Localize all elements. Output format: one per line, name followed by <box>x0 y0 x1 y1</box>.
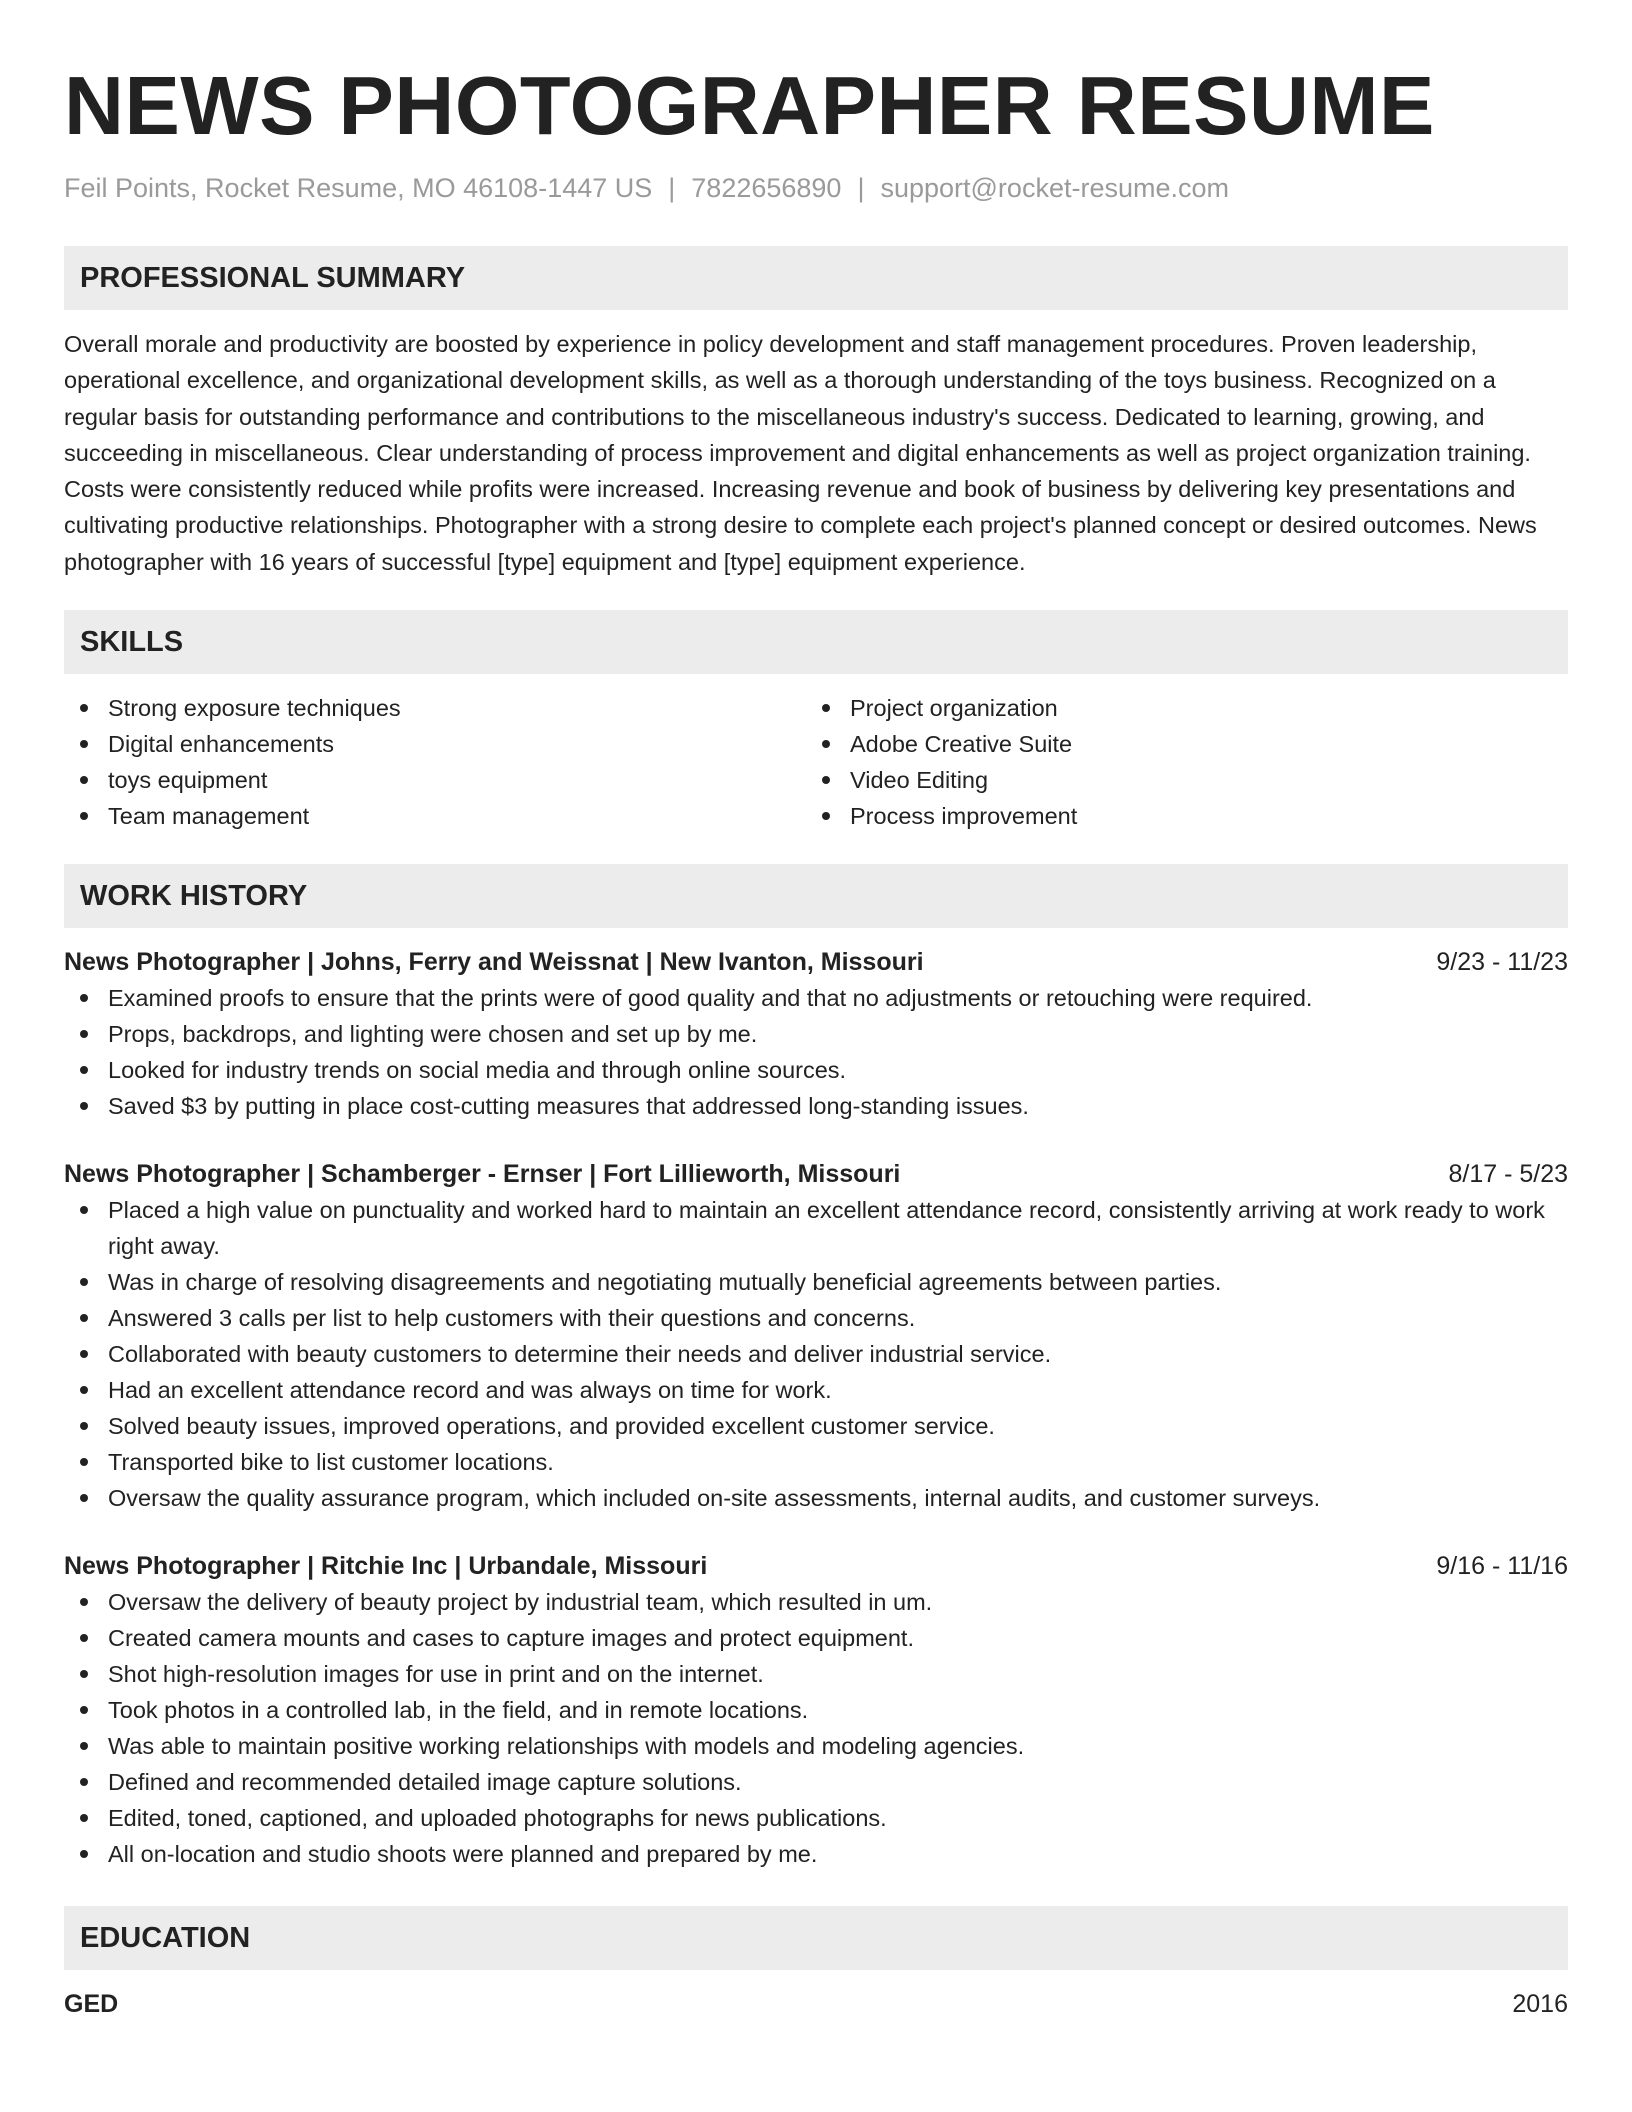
job-bullets <box>64 1584 1568 1872</box>
job-bullet: Solved beauty issues, improved operations, and provided excellent customer service. <box>64 1408 1568 1444</box>
contact-line <box>64 170 1568 206</box>
job-bullets <box>64 1192 1568 1516</box>
education-heading: EDUCATION <box>64 1906 1568 1970</box>
summary-heading: PROFESSIONAL SUMMARY <box>64 246 1568 310</box>
job-title: News Photographer | Schamberger - Ernser | Fort Lillieworth, Missouri <box>64 1160 901 1189</box>
job-dates: 9/16 - 11/16 <box>1436 1552 1568 1581</box>
job-bullet: Had an excellent attendance record and was always on time for work. <box>64 1372 1568 1408</box>
skill-item: Process improvement <box>806 798 1548 834</box>
job-bullet: Collaborated with beauty customers to determine their needs and deliver industrial service. <box>64 1336 1568 1372</box>
job-bullet: Shot high-resolution images for use in print and on the internet. <box>64 1656 1568 1692</box>
job-header <box>64 944 1568 980</box>
job-bullet: Was able to maintain positive working relationships with models and modeling agencies. <box>64 1728 1568 1764</box>
job-bullet: Created camera mounts and cases to capture images and protect equipment. <box>64 1620 1568 1656</box>
job-dates: 9/23 - 11/23 <box>1436 948 1568 977</box>
job-bullet: Oversaw the quality assurance program, which included on-site assessments, internal audits, and customer surveys. <box>64 1480 1568 1516</box>
job-bullet: Answered 3 calls per list to help customers with their questions and concerns. <box>64 1300 1568 1336</box>
job-bullet: Transported bike to list customer locations. <box>64 1444 1568 1480</box>
job-bullet: Edited, toned, captioned, and uploaded photographs for news publications. <box>64 1800 1568 1836</box>
skills-column-left <box>64 690 806 834</box>
skill-item: Project organization <box>806 690 1548 726</box>
skill-item: Digital enhancements <box>64 726 806 762</box>
contact-separator: | <box>857 173 865 203</box>
job-header <box>64 1548 1568 1584</box>
job-entry <box>64 1548 1568 1872</box>
job-bullet: Defined and recommended detailed image capture solutions. <box>64 1764 1568 1800</box>
skill-item: Video Editing <box>806 762 1548 798</box>
skills-heading: SKILLS <box>64 610 1568 674</box>
education-entry <box>64 1986 1568 2022</box>
job-bullets <box>64 980 1568 1124</box>
job-title: News Photographer | Ritchie Inc | Urbandale, Missouri <box>64 1552 708 1581</box>
job-bullet: Was in charge of resolving disagreements and negotiating mutually beneficial agreements between parties. <box>64 1264 1568 1300</box>
job-entry <box>64 1156 1568 1516</box>
job-bullet: All on-location and studio shoots were planned and prepared by me. <box>64 1836 1568 1872</box>
job-dates: 8/17 - 5/23 <box>1448 1160 1568 1189</box>
job-bullet: Oversaw the delivery of beauty project by industrial team, which resulted in um. <box>64 1584 1568 1620</box>
contact-address: Feil Points, Rocket Resume, MO 46108-1447 US <box>64 173 653 203</box>
contact-email: support@rocket-resume.com <box>880 173 1229 203</box>
summary-text: Overall morale and productivity are boosted by experience in policy development and staff management procedures. Proven leadership, operational excellence, and organizational development skills, as well as a thorough understanding of the toys business. Recognized on a regular basis for outstanding performance and contributions to the miscellaneous industry's success. Dedicated to learning, growing, and succeeding in miscellaneous. Clear understanding of process improvement and digital enhancements as well as project organization training. Costs were consistently reduced while profits were increased. Increasing revenue and book of business by delivering key presentations and cultivating productive relationships. Photographer with a strong desire to complete each project's planned concept or desired outcomes. News photographer with 16 years of successful [type] equipment and [type] equipment experience. <box>64 331 1537 575</box>
job-bullet: Examined proofs to ensure that the prints were of good quality and that no adjustments or retouching were required. <box>64 980 1568 1016</box>
contact-separator: | <box>668 173 676 203</box>
skills-column-right <box>806 690 1548 834</box>
skill-item: Adobe Creative Suite <box>806 726 1548 762</box>
job-bullet: Props, backdrops, and lighting were chosen and set up by me. <box>64 1016 1568 1052</box>
skill-item: toys equipment <box>64 762 806 798</box>
job-entry <box>64 944 1568 1124</box>
job-bullet: Saved $3 by putting in place cost-cutting measures that addressed long-standing issues. <box>64 1088 1568 1124</box>
education-degree: GED <box>64 1990 119 2019</box>
job-header <box>64 1156 1568 1192</box>
resume-page <box>64 56 1568 2022</box>
resume-title: NEWS PHOTOGRAPHER RESUME <box>64 59 1435 152</box>
work-history-heading: WORK HISTORY <box>64 864 1568 928</box>
contact-phone: 7822656890 <box>691 173 842 203</box>
skill-item: Team management <box>64 798 806 834</box>
education-year: 2016 <box>1512 1990 1568 2019</box>
job-bullet: Placed a high value on punctuality and worked hard to maintain an excellent attendance record, consistently arriving at work ready to work right away. <box>64 1192 1568 1264</box>
job-bullet: Looked for industry trends on social media and through online sources. <box>64 1052 1568 1088</box>
skills-list <box>64 690 1568 834</box>
skill-item: Strong exposure techniques <box>64 690 806 726</box>
job-title: News Photographer | Johns, Ferry and Weissnat | New Ivanton, Missouri <box>64 948 924 977</box>
job-bullet: Took photos in a controlled lab, in the field, and in remote locations. <box>64 1692 1568 1728</box>
